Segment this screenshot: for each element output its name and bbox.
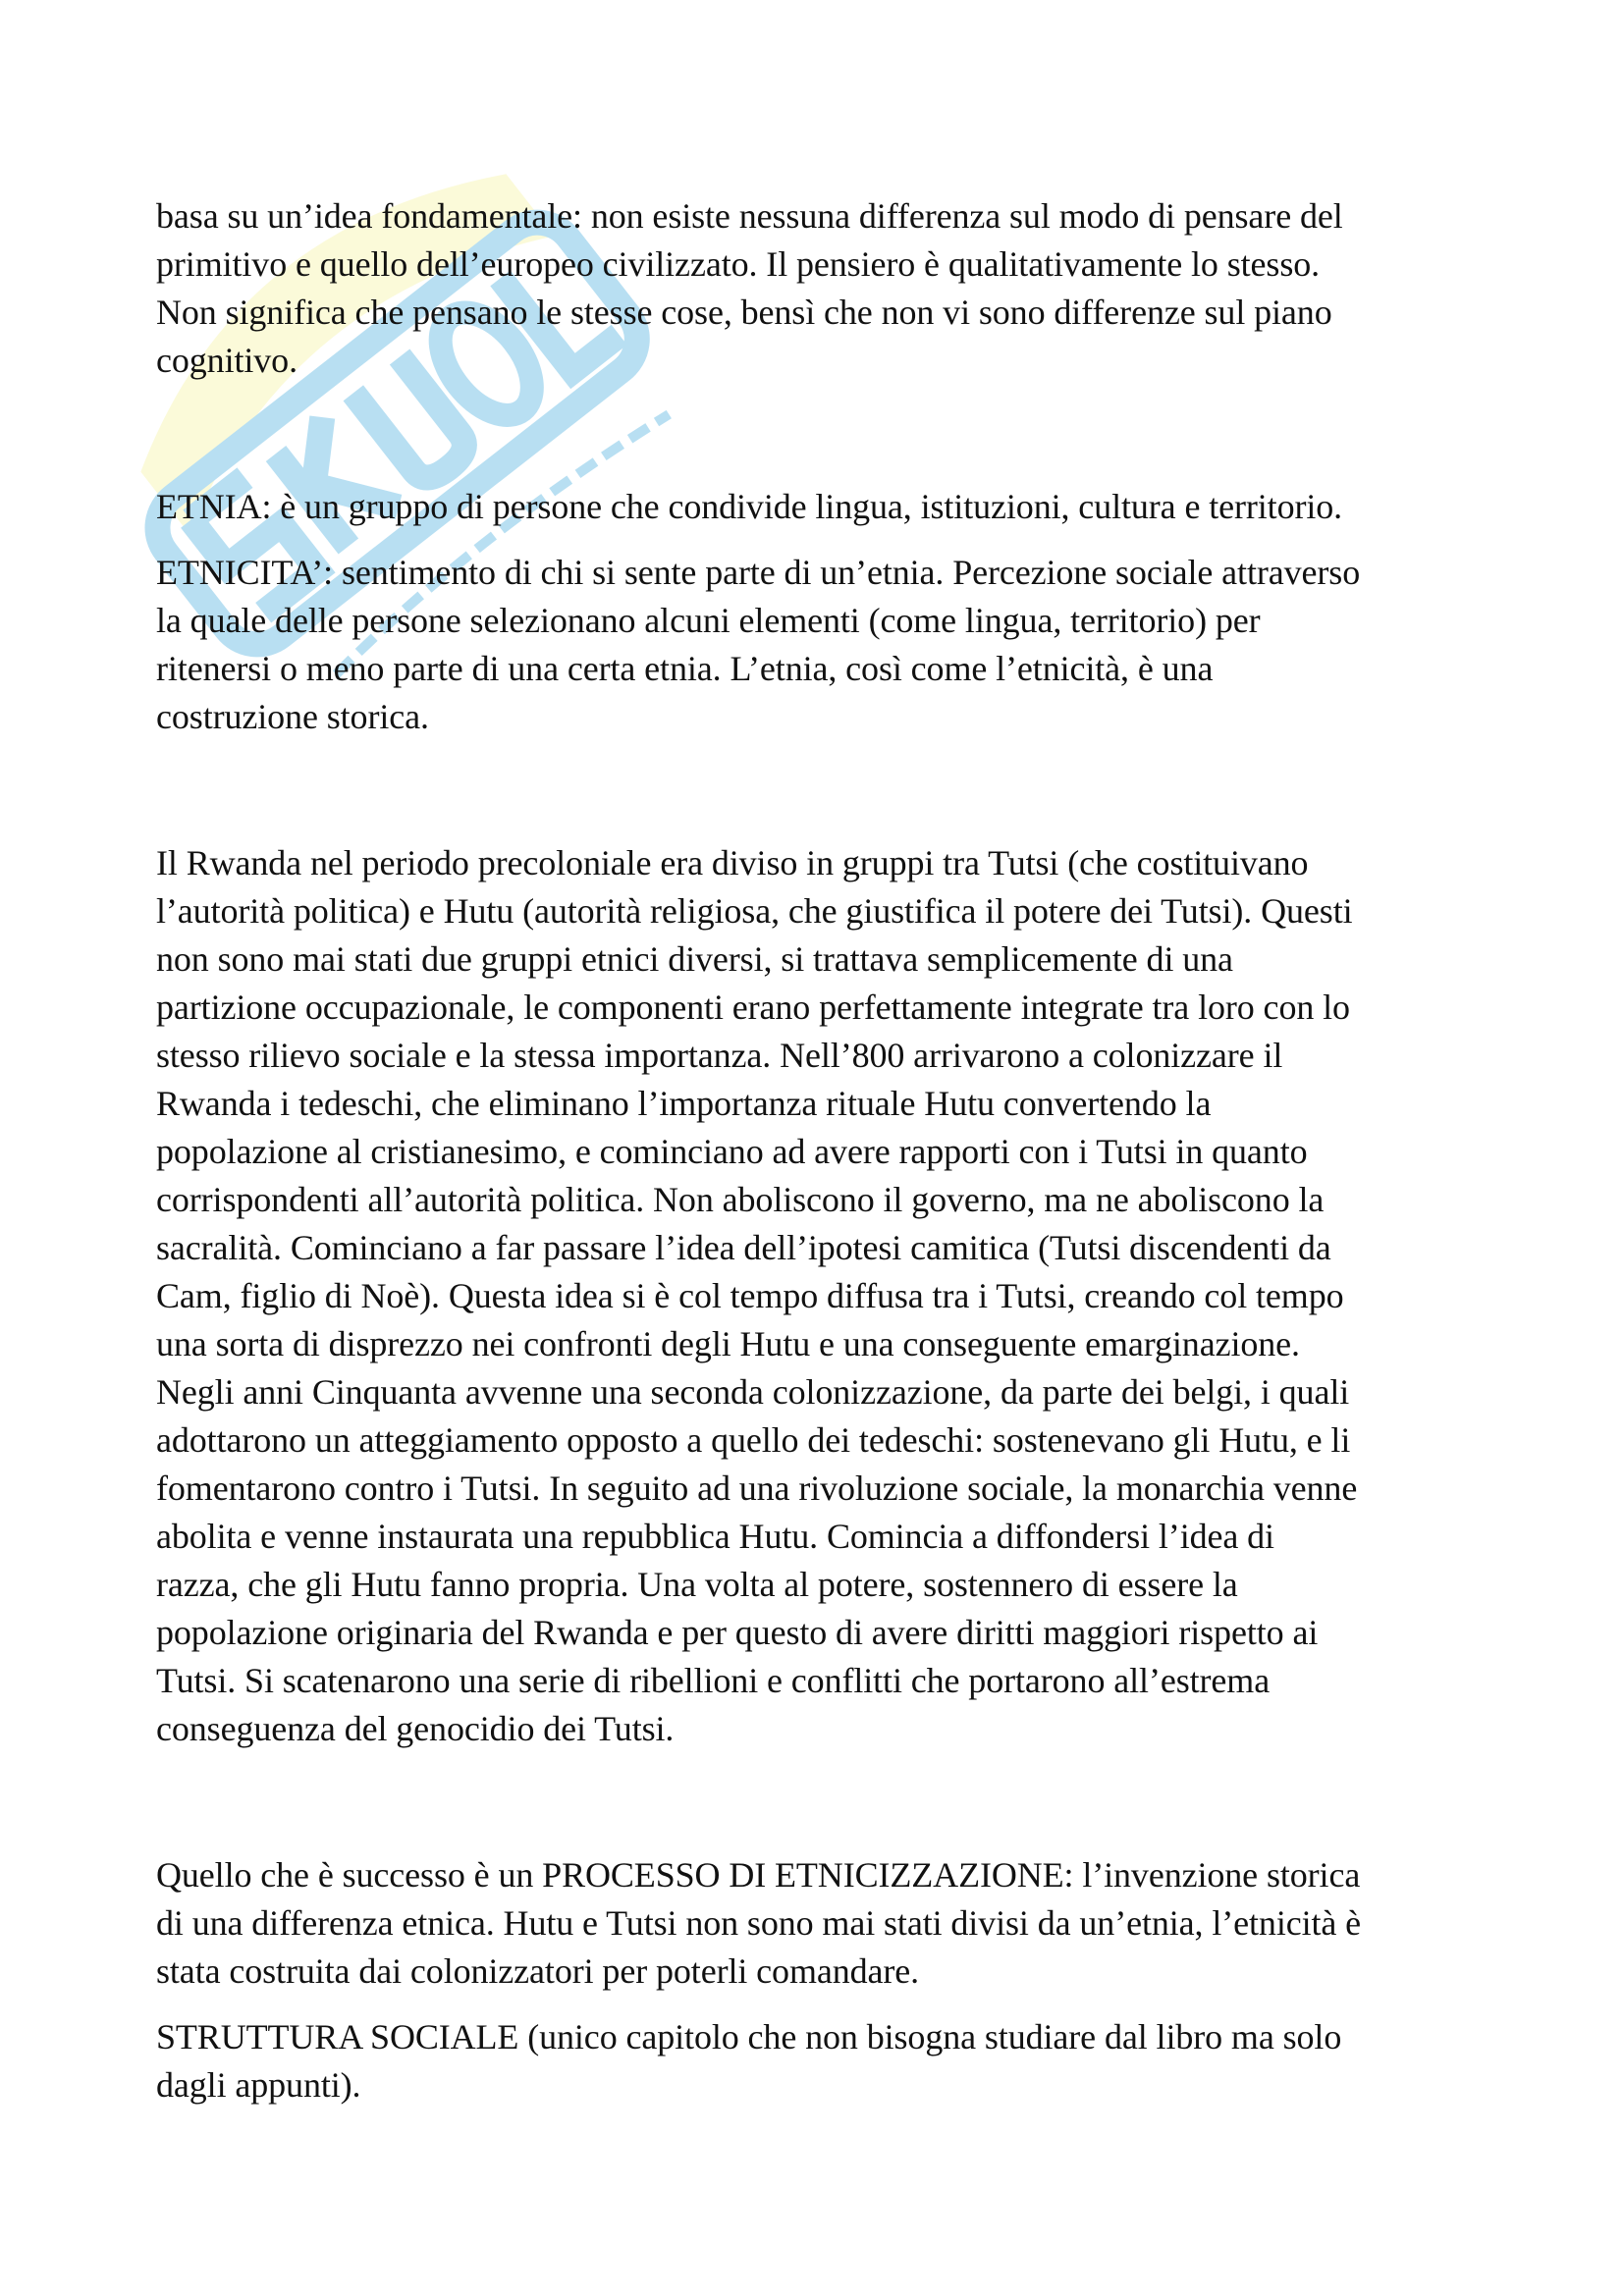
paragraph-etnicizzazione: Quello che è successo è un PROCESSO DI ETNICIZZAZIONE: l’invenzione storica di una differenza etnica. Hutu e Tutsi non sono mai stati divisi da un’etnia, l’etnicità è stata costruita dai colonizzatori per poterli comandare. xyxy=(156,1855,1362,1991)
paragraph-struttura-sociale: STRUTTURA SOCIALE (unico capitolo che non bisogna studiare dal libro ma solo dagli appunti). xyxy=(156,2017,1342,2105)
document-body xyxy=(156,192,1491,2109)
paragraph-etnia-definition: ETNIA: è un gruppo di persone che condivide lingua, istituzioni, cultura e territorio. xyxy=(156,487,1343,526)
paragraph-etnicita-definition: ETNICITA’: sentimento di chi si sente parte di un’etnia. Percezione sociale attraverso la quale delle persone selezionano alcuni elementi (come lingua, territorio) per ritenersi o meno parte di una certa etnia. L’etnia, così come l’etnicità, è una costruzione storica. xyxy=(156,553,1361,736)
paragraph-rwanda-history: Il Rwanda nel periodo precoloniale era diviso in gruppi tra Tutsi (che costituivano l’autorità politica) e Hutu (autorità religiosa, che giustifica il potere dei Tutsi). Questi non sono mai stati due gruppi etnici diversi, si trattava semplicemente di una partizione occupazionale, le componenti erano perfettamente integrate tra loro con lo stesso rilievo sociale e la stessa importanza. Nell’800 arrivarono a colonizzare il Rwanda i tedeschi, che eliminano l’importanza rituale Hutu convertendo la popolazione al cristianesimo, e cominciano ad avere rapporti con i Tutsi in quanto corrispondenti all’autorità politica. Non aboliscono il governo, ma ne aboliscono la sacralità. Cominciano a far passare l’idea dell’ipotesi camitica (Tutsi discendenti da Cam, figlio di Noè). Questa idea si è col tempo diffusa tra i Tutsi, creando col tempo una sorta di disprezzo nei confronti degli Hutu e una conseguente emarginazione. Negli anni Cinquanta avvenne una seconda colonizzazione, da parte dei belgi, i quali adottarono un atteggiamento opposto a quello dei tedeschi: sostenevano gli Hutu, e li fomentarono contro i Tutsi. In seguito ad una rivoluzione sociale, la monarchia venne abolita e venne instaurata una repubblica Hutu. Comincia a diffondersi l’idea di razza, che gli Hutu fanno propria. Una volta al potere, sostennero di essere la popolazione originaria del Rwanda e per questo di avere diritti maggiori rispetto ai Tutsi. Si scatenarono una serie di ribellioni e conflitti che portarono all’estrema conseguenza del genocidio dei Tutsi. xyxy=(156,843,1358,1748)
paragraph-primitive-thought: basa su un’idea fondamentale: non esiste nessuna differenza sul modo di pensare del primitivo e quello dell’europeo civilizzato. Il pensiero è qualitativamente lo stesso. Non significa che pensano le stesse cose, bensì che non vi sono differenze sul piano cognitivo. xyxy=(156,196,1343,380)
